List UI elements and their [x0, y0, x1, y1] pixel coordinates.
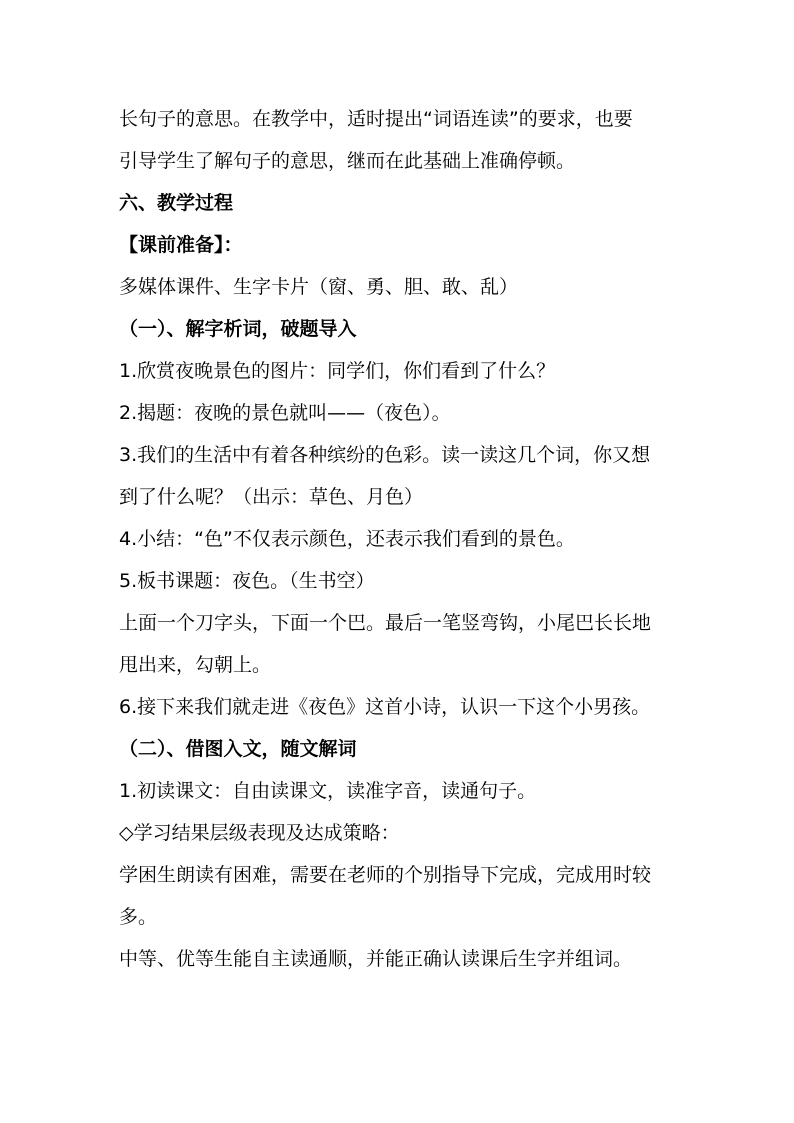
- list-item: 1.欣赏夜晚景色的图片：同学们，你们看到了什么？: [119, 360, 556, 382]
- subsection-heading: 【课前准备】：: [119, 234, 243, 256]
- section-heading: 六、教学过程: [119, 192, 234, 214]
- list-item: 6.接下来我们就走进《夜色》这首小诗，认识一下这个小男孩。: [119, 696, 651, 718]
- paragraph-line: 引导学生了解句子的意思，继而在此基础上准确停顿。: [119, 150, 576, 172]
- subsection-heading: （一）、解字析词，破题导入: [119, 318, 357, 340]
- list-item: 4.小结：“色”不仅表示颜色，还表示我们看到的景色。: [119, 528, 575, 550]
- paragraph-line: 多。: [119, 906, 158, 928]
- list-item: 1.初读课文：自由读课文，读准字音，读通句子。: [119, 780, 537, 802]
- list-item: 2.揭题：夜晚的景色就叫——（夜色）。: [119, 402, 451, 424]
- paragraph-line: 上面一个刀字头，下面一个巴。最后一笔竖弯钩，小尾巴长长地: [119, 612, 652, 634]
- paragraph-line: 学困生朗读有困难，需要在老师的个别指导下完成，完成用时较: [119, 864, 652, 886]
- list-item-continuation: 到了什么呢？（出示：草色、月色）: [119, 486, 424, 508]
- subsection-heading: （二）、借图入文，随文解词: [119, 738, 357, 760]
- list-item: 3.我们的生活中有着各种缤纷的色彩。读一读这几个词，你又想: [119, 444, 651, 466]
- paragraph-line: 甩出来，勾朝上。: [119, 654, 272, 676]
- list-item: 5.板书课题：夜色。（生书空）: [119, 570, 375, 592]
- paragraph-line: ◇学习结果层级表现及达成策略：: [119, 822, 400, 844]
- document-body: [119, 98, 679, 980]
- paragraph-line: 长句子的意思。在教学中，适时提出“词语连读”的要求，也要: [119, 108, 633, 130]
- paragraph-line: 中等、优等生能自主读通顺，并能正确认读课后生字并组词。: [119, 948, 633, 970]
- paragraph-line: 多媒体课件、生字卡片（窗、勇、胆、敢、乱）: [119, 276, 519, 298]
